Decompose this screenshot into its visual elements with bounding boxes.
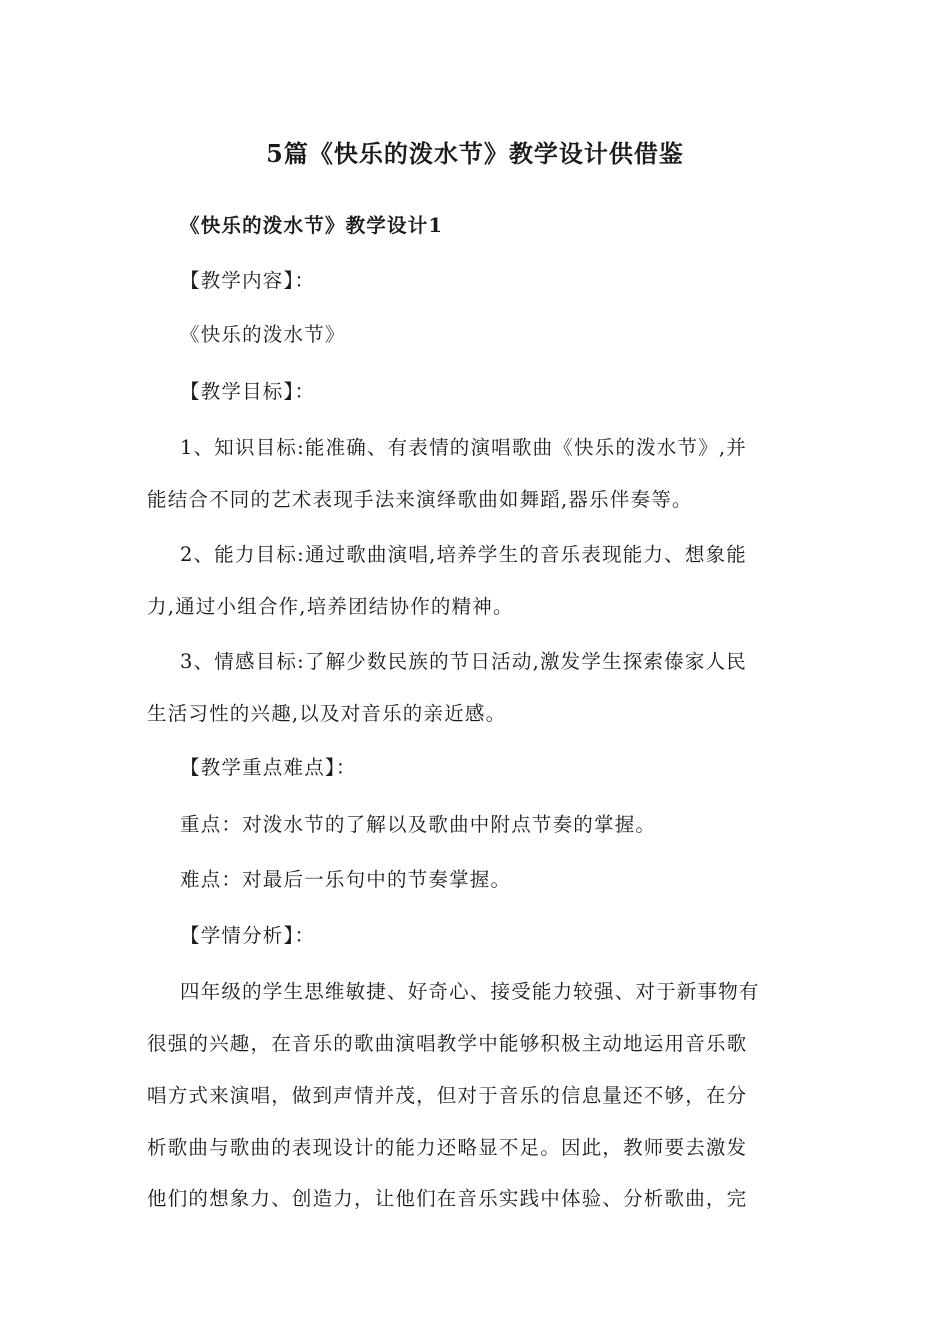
analysis-label: 【学情分析】： (180, 924, 316, 947)
teaching-content-text: 《快乐的泼水节》 (180, 323, 346, 346)
goal-3-line-1: 3、情感目标:了解少数民族的节日活动,激发学生探索傣家人民 (180, 650, 747, 673)
section-heading: 《快乐的泼水节》教学设计1 (180, 214, 444, 237)
document-title: 5篇《快乐的泼水节》教学设计供借鉴 (266, 139, 684, 168)
goal-3-line-2: 生活习性的兴趣,以及对音乐的亲近感。 (147, 702, 507, 725)
goal-1-line-2: 能结合不同的艺术表现手法来演绎歌曲如舞蹈,器乐伴奏等。 (147, 488, 693, 511)
analysis-line-2: 很强的兴趣，在音乐的歌曲演唱教学中能够积极主动地运用音乐歌 (147, 1032, 748, 1055)
teaching-content-label: 【教学内容】： (180, 269, 316, 292)
difficult-point-text: 难点：对最后一乐句中的节奏掌握。 (180, 868, 512, 891)
analysis-line-5: 他们的想象力、创造力，让他们在音乐实践中体验、分析歌曲，完 (147, 1187, 748, 1210)
analysis-line-3: 唱方式来演唱，做到声情并茂，但对于音乐的信息量还不够，在分 (147, 1084, 748, 1107)
goal-2-line-1: 2、能力目标:通过歌曲演唱,培养学生的音乐表现能力、想象能 (180, 543, 747, 566)
analysis-line-4: 析歌曲与歌曲的表现设计的能力还略显不足。因此，教师要去激发 (147, 1136, 748, 1159)
key-points-label: 【教学重点难点】： (180, 756, 357, 779)
goal-2-line-2: 力,通过小组合作,培养团结协作的精神。 (147, 595, 514, 618)
analysis-line-1: 四年级的学生思维敏捷、好奇心、接受能力较强、对于新事物有 (180, 980, 760, 1003)
goal-1-line-1: 1、知识目标:能准确、有表情的演唱歌曲《快乐的泼水节》,并 (180, 436, 747, 459)
teaching-goals-label: 【教学目标】： (180, 380, 316, 403)
key-point-text: 重点：对泼水节的了解以及歌曲中附点节奏的掌握。 (180, 813, 657, 836)
